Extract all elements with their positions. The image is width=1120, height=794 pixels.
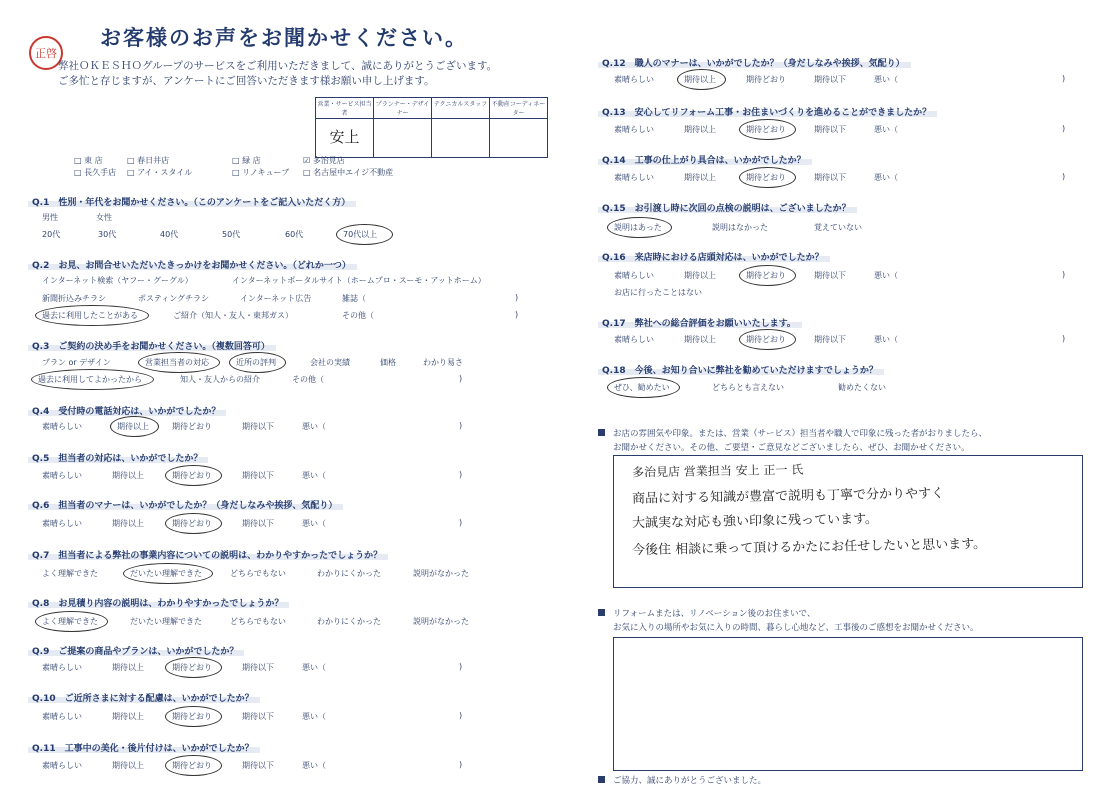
answer-option[interactable]: 素晴らしい — [42, 519, 82, 528]
selected-answer-circle — [229, 352, 286, 373]
answer-option[interactable]: 期待以上 — [684, 271, 716, 280]
answer-option[interactable]: 素晴らしい — [42, 761, 82, 770]
answer-option[interactable]: 期待どおり — [746, 271, 786, 280]
intro-text — [58, 59, 497, 89]
answer-option[interactable]: 悪い（ — [874, 173, 898, 182]
option-paren: ) — [1062, 270, 1066, 279]
selected-answer-circle — [35, 305, 149, 326]
question-title: Q.14 工事の仕上がり具合は、いかがでしたか？ — [602, 153, 806, 166]
answer-option[interactable]: 期待以下 — [242, 471, 274, 480]
question-title: Q.7 担当者による弊社の事業内容についての説明は、わかりやすかったでしょうか？ — [32, 548, 382, 561]
answer-option[interactable]: 期待どおり — [746, 173, 786, 182]
answer-option[interactable]: 50代 — [222, 230, 241, 239]
option-paren: ) — [459, 662, 463, 671]
staff-cell[interactable] — [374, 119, 432, 158]
answer-option[interactable]: よく理解できた — [42, 569, 98, 578]
option-paren: ) — [515, 293, 519, 302]
answer-option[interactable]: 悪い（ — [874, 271, 898, 280]
question-title: Q.3 ご契約の決め手をお聞かせください。（複数回答可） — [32, 339, 270, 352]
answer-option[interactable]: 期待以下 — [814, 271, 846, 280]
answer-option[interactable]: 説明がなかった — [413, 569, 469, 578]
handwritten-line: 多治見店 営業担当 安上 正一 氏 — [631, 462, 804, 480]
answer-option[interactable]: 期待以下 — [242, 422, 274, 431]
selected-answer-circle — [336, 224, 393, 245]
store-option[interactable]: □ 名古屋中エイジ不動産 — [303, 168, 394, 177]
answer-option[interactable]: 悪い（ — [302, 663, 326, 672]
store-option[interactable]: □ リノキューブ — [232, 168, 290, 177]
answer-option[interactable]: 期待以上 — [112, 712, 144, 721]
selected-answer-circle — [31, 369, 154, 390]
answer-option[interactable]: 期待以上 — [117, 422, 149, 431]
answer-option[interactable]: 説明がなかった — [413, 617, 469, 626]
answer-option[interactable]: インターネット広告 — [240, 294, 312, 303]
answer-option[interactable]: 近所の評判 — [236, 358, 276, 367]
answer-option[interactable]: 素晴らしい — [614, 173, 654, 182]
reform-prompt — [598, 607, 979, 635]
answer-option[interactable]: 素晴らしい — [42, 663, 82, 672]
answer-option[interactable]: ぜひ、勧めたい — [614, 383, 670, 392]
answer-option[interactable]: 期待以上 — [684, 75, 716, 84]
question-title: Q.17 弊社への総合評価をお願いいたします。 — [602, 316, 796, 329]
staff-cell[interactable] — [432, 119, 490, 158]
answer-option[interactable]: 期待以下 — [242, 519, 274, 528]
question-title: Q.11 工事中の美化・後片付けは、いかがでしたか？ — [32, 741, 254, 754]
question-title: Q.5 担当者の対応は、いかがでしたか？ — [32, 451, 202, 464]
selected-answer-circle — [677, 69, 726, 90]
option-paren: ) — [459, 518, 463, 527]
option-paren: ) — [459, 421, 463, 430]
answer-option[interactable]: わかりにくかった — [317, 569, 381, 578]
question-title: Q.2 お見、お問合せいただいたきっかけをお聞かせください。（どれか一つ） — [32, 258, 351, 271]
answer-option[interactable]: 期待どおり — [172, 663, 212, 672]
comment-box[interactable] — [613, 455, 1083, 588]
answer-option[interactable]: 説明はあった — [614, 223, 662, 232]
selected-answer-circle — [138, 352, 220, 373]
answer-option[interactable]: 期待以下 — [814, 125, 846, 134]
selected-answer-circle — [739, 119, 796, 140]
answer-option[interactable]: 素晴らしい — [614, 75, 654, 84]
company-seal: 正啓 — [29, 36, 63, 70]
answer-option[interactable]: 期待以下 — [814, 75, 846, 84]
answer-option[interactable]: どちらでもない — [230, 569, 286, 578]
answer-option[interactable]: 期待以上 — [684, 173, 716, 182]
answer-option[interactable]: 期待どおり — [746, 335, 786, 344]
question-title: Q.8 お見積り内容の説明は、わかりやすかったでしょうか？ — [32, 596, 283, 609]
intro-line: 弊社ＯＫＥＳＨＯグループのサービスをご利用いただきまして、誠にありがとうございます。 — [58, 60, 498, 72]
option-paren: ) — [1062, 124, 1066, 133]
staff-header: 不動産コーディネーター — [490, 98, 548, 119]
answer-option[interactable]: よく理解できた — [42, 617, 98, 626]
answer-option[interactable]: 期待どおり — [172, 712, 212, 721]
answer-option[interactable]: 70代以上 — [343, 230, 378, 239]
answer-option[interactable]: 説明はなかった — [712, 223, 768, 232]
option-paren: ) — [459, 711, 463, 720]
answer-option[interactable]: 覚えていない — [814, 223, 862, 232]
answer-option[interactable]: 素晴らしい — [614, 335, 654, 344]
answer-option[interactable]: 期待以上 — [112, 471, 144, 480]
answer-option[interactable]: どちらとも言えない — [712, 383, 784, 392]
answer-option[interactable]: どちらでもない — [230, 617, 286, 626]
answer-option[interactable]: インターネットポータルサイト（ホームプロ・スーモ・アットホーム） — [232, 276, 486, 285]
answer-option[interactable]: 期待以上 — [684, 125, 716, 134]
selected-answer-circle — [739, 167, 796, 188]
staff-name-handwritten: 安上 — [329, 128, 360, 146]
answer-option[interactable]: 期待以下 — [814, 335, 846, 344]
answer-option[interactable]: 悪い（ — [874, 125, 898, 134]
answer-option[interactable]: 期待どおり — [746, 75, 786, 84]
answer-option[interactable]: お店に行ったことはない — [614, 288, 702, 297]
store-option[interactable]: □ アイ・スタイル — [127, 168, 193, 177]
answer-option[interactable]: 悪い（ — [874, 335, 898, 344]
answer-option[interactable]: 悪い（ — [302, 761, 326, 770]
staff-header: テクニカルスタッフ — [432, 98, 490, 119]
answer-option[interactable]: その他（ — [342, 311, 374, 320]
answer-option[interactable]: 期待以上 — [112, 519, 144, 528]
answer-option[interactable]: 素晴らしい — [614, 271, 654, 280]
store-option[interactable]: □ 東 店 — [74, 156, 103, 165]
reform-comment-box[interactable] — [613, 637, 1083, 771]
answer-option[interactable]: 会社の実績 — [310, 358, 350, 367]
option-paren: ) — [1062, 74, 1066, 83]
selected-answer-circle — [35, 611, 108, 632]
question-title: Q.1 性別・年代をお聞かせください。（このアンケートをご記入いただく方） — [32, 195, 350, 208]
answer-option[interactable]: 20代 — [42, 230, 61, 239]
answer-option[interactable]: 期待どおり — [746, 125, 786, 134]
store-option[interactable]: □ 長久手店 — [74, 168, 117, 177]
question-title: Q.13 安心してリフォーム工事・お住まいづくりを進めることができましたか？ — [602, 105, 931, 118]
selected-answer-circle — [739, 329, 796, 350]
answer-option[interactable]: 素晴らしい — [42, 712, 82, 721]
answer-option[interactable]: わかりにくかった — [317, 617, 381, 626]
answer-option[interactable]: ご紹介（知人・友人・東邦ガス） — [173, 311, 293, 320]
answer-option[interactable]: 期待以上 — [684, 335, 716, 344]
handwritten-line: 今後住 相談に乗って頂けるかたにお任せしたいと思います。 — [631, 536, 987, 559]
option-paren: ) — [1062, 334, 1066, 343]
answer-option[interactable]: 女性 — [96, 213, 112, 222]
answer-option[interactable]: 期待以下 — [242, 712, 274, 721]
selected-answer-circle — [165, 706, 222, 727]
selected-answer-circle — [123, 563, 213, 584]
answer-option[interactable]: 期待以下 — [242, 663, 274, 672]
answer-option[interactable]: 勧めたくない — [838, 383, 886, 392]
question-title: Q.18 今後、お知り合いに弊社を勧めていただけますでしょうか？ — [602, 363, 878, 376]
answer-option[interactable]: 期待どおり — [172, 519, 212, 528]
selected-answer-circle — [165, 657, 222, 678]
store-option[interactable]: □ 緑 店 — [232, 156, 261, 165]
intro-line: ご多忙と存じますが、アンケートにご回答いただきます様お願い申し上げます。 — [58, 75, 435, 87]
selected-answer-circle — [607, 217, 672, 238]
answer-option[interactable]: だいたい理解できた — [130, 617, 202, 626]
answer-option[interactable]: 期待どおり — [172, 761, 212, 770]
question-title: Q.4 受付時の電話対応は、いかがでしたか？ — [32, 404, 220, 417]
answer-option[interactable]: 悪い（ — [302, 519, 326, 528]
selected-answer-circle — [165, 755, 222, 776]
answer-option[interactable]: 30代 — [98, 230, 117, 239]
answer-option[interactable]: 悪い（ — [302, 422, 326, 431]
reform-prompt-line: お気に入りの場所やお気に入りの時間、暮らし心地など、工事後のご感想をお聞かせください。 — [613, 623, 979, 633]
answer-option[interactable]: 40代 — [160, 230, 179, 239]
handwritten-line: 大誠実な対応も強い印象に残っています。 — [631, 511, 879, 532]
reform-prompt-line: リフォームまたは、リノベーション後のお住まいで、 — [598, 607, 979, 621]
handwritten-line: 商品に対する知識が豊富で説明も丁寧で分かりやすく — [631, 486, 945, 507]
answer-option[interactable]: その他（ — [292, 375, 324, 384]
question-title: Q.9 ご提案の商品やプランは、いかがでしたか？ — [32, 644, 238, 657]
question-title: Q.12 職人のマナーは、いかがでしたか？（身だしなみや挨拶、気配り） — [602, 56, 905, 69]
answer-option[interactable]: 素晴らしい — [42, 422, 82, 431]
answer-option[interactable]: プラン or デザイン — [42, 358, 111, 367]
answer-option[interactable]: 期待以下 — [814, 173, 846, 182]
answer-option[interactable]: 悪い（ — [302, 712, 326, 721]
answer-option[interactable]: 期待以上 — [112, 761, 144, 770]
answer-option[interactable]: 期待どおり — [172, 422, 212, 431]
answer-option[interactable]: 期待以上 — [112, 663, 144, 672]
footer-thanks: ご協力、誠にありがとうございました。 — [598, 774, 766, 788]
answer-option[interactable]: 悪い（ — [874, 75, 898, 84]
answer-option[interactable]: 悪い（ — [302, 471, 326, 480]
selected-answer-circle — [165, 513, 222, 534]
comment-prompt — [598, 427, 987, 455]
answer-option[interactable]: 60代 — [285, 230, 304, 239]
question-title: Q.10 ご近所さまに対する配慮は、いかがでしたか？ — [32, 691, 254, 704]
option-paren: ) — [459, 760, 463, 769]
answer-option[interactable]: 営業担当者の対応 — [145, 358, 209, 367]
answer-option[interactable]: 新聞折込みチラシ — [42, 294, 106, 303]
answer-option[interactable]: 価格 — [380, 358, 396, 367]
selected-answer-circle — [165, 465, 222, 486]
store-option[interactable]: □ 春日井店 — [127, 156, 170, 165]
answer-option[interactable]: インターネット検索（ヤフー・グーグル） — [42, 276, 193, 285]
option-paren: ) — [459, 470, 463, 479]
staff-header: プランナー・デザイナー — [374, 98, 432, 119]
option-paren: ) — [1062, 172, 1066, 181]
question-title: Q.6 担当者のマナーは、いかがでしたか？（身だしなみや挨拶、気配り） — [32, 498, 337, 511]
staff-cell[interactable] — [316, 119, 374, 158]
answer-option[interactable]: だいたい理解できた — [130, 569, 202, 578]
comment-prompt-line: お店の雰囲気や印象。または、営業（サービス）担当者や職人で印象に残った者がおりましたら、 — [598, 427, 987, 441]
selected-answer-circle — [110, 416, 159, 437]
page-title: お客様のお声をお聞かせください。 — [100, 26, 468, 50]
answer-option[interactable]: 男性 — [42, 213, 58, 222]
selected-answer-circle — [607, 377, 680, 398]
answer-option[interactable]: 期待以下 — [242, 761, 274, 770]
staff-header: 営業・サービス担当者 — [316, 98, 374, 119]
staff-cell[interactable] — [490, 119, 548, 158]
answer-option[interactable]: ポスティングチラシ — [138, 294, 210, 303]
option-paren: ) — [459, 374, 463, 383]
answer-option[interactable]: わかり易さ — [423, 358, 463, 367]
selected-answer-circle — [739, 265, 796, 286]
option-paren: ) — [515, 310, 519, 319]
staff-table — [315, 97, 548, 158]
answer-option[interactable]: 過去に利用してよかったから — [38, 375, 142, 384]
answer-option[interactable]: 素晴らしい — [614, 125, 654, 134]
answer-option[interactable]: 素晴らしい — [42, 471, 82, 480]
question-title: Q.15 お引渡し時に次回の点検の説明は、ございましたか？ — [602, 201, 851, 214]
answer-option[interactable]: 知人・友人からの紹介 — [180, 375, 260, 384]
comment-prompt-line: お聞かせください。その他、ご要望・ご意見などございましたら、ぜひ、お聞かせください。 — [613, 443, 970, 453]
store-option-checked[interactable]: ☑ 多治見店 — [303, 156, 345, 165]
question-title: Q.16 来店時における店頭対応は、いかがでしたか？ — [602, 250, 824, 263]
answer-option[interactable]: 期待どおり — [172, 471, 212, 480]
answer-option[interactable]: 過去に利用したことがある — [42, 311, 138, 320]
answer-option[interactable]: 雑誌（ — [342, 294, 366, 303]
